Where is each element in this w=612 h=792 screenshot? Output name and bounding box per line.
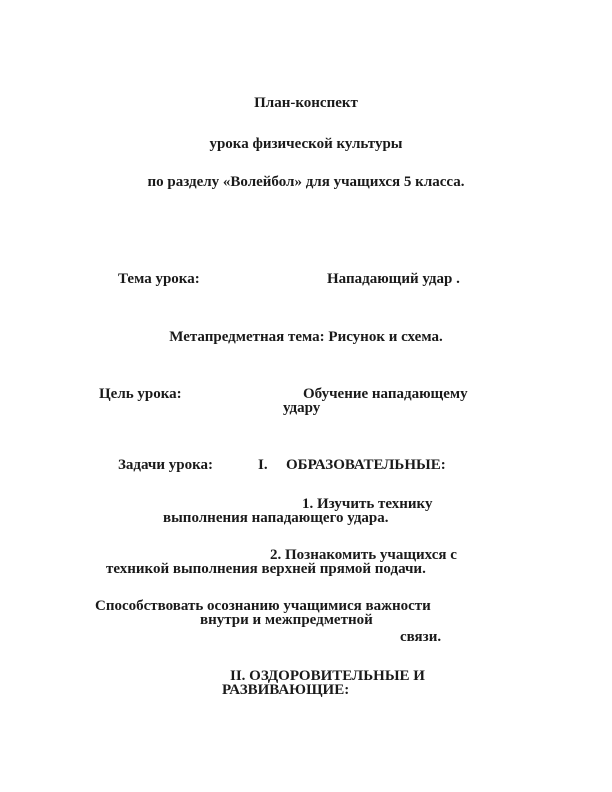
topic-value: Нападающий удар .	[327, 271, 460, 287]
meta-topic: Метапредметная тема: Рисунок и схема.	[169, 329, 443, 345]
tasks-label: Задачи урока:	[118, 457, 214, 473]
task-item-3-line-1: Способствовать осознанию учащимися важности	[95, 598, 431, 614]
section-1-title: ОБРАЗОВАТЕЛЬНЫЕ:	[286, 457, 446, 473]
title-line-1: План-конспект	[254, 95, 358, 111]
title-line-3: по разделу «Волейбол» для учащихся 5 класса.	[147, 174, 465, 190]
title-line-2: урока физической культуры	[209, 136, 403, 152]
task-item-3-line-3: связи.	[400, 629, 442, 645]
task-item-3-line-2: внутри и межпредметной	[200, 612, 373, 628]
topic-label: Тема урока:	[118, 271, 200, 287]
goal-value-line-1: Обучение нападающему	[303, 386, 468, 402]
task-item-1-line-1: 1. Изучить технику	[302, 496, 433, 512]
section-1-number: I.	[258, 457, 268, 473]
task-item-2-line-2: техникой выполнения верхней прямой подачи.	[106, 561, 426, 577]
task-item-1-line-2: выполнения нападающего удара.	[163, 510, 389, 526]
section-2-line-1: II. ОЗДОРОВИТЕЛЬНЫЕ И	[230, 668, 425, 684]
task-item-2-line-1: 2. Познакомить учащихся с	[270, 547, 457, 563]
section-2-line-2: РАЗВИВАЮЩИЕ:	[222, 682, 350, 698]
goal-value-line-2: удару	[283, 400, 321, 416]
goal-label: Цель урока:	[99, 386, 182, 402]
